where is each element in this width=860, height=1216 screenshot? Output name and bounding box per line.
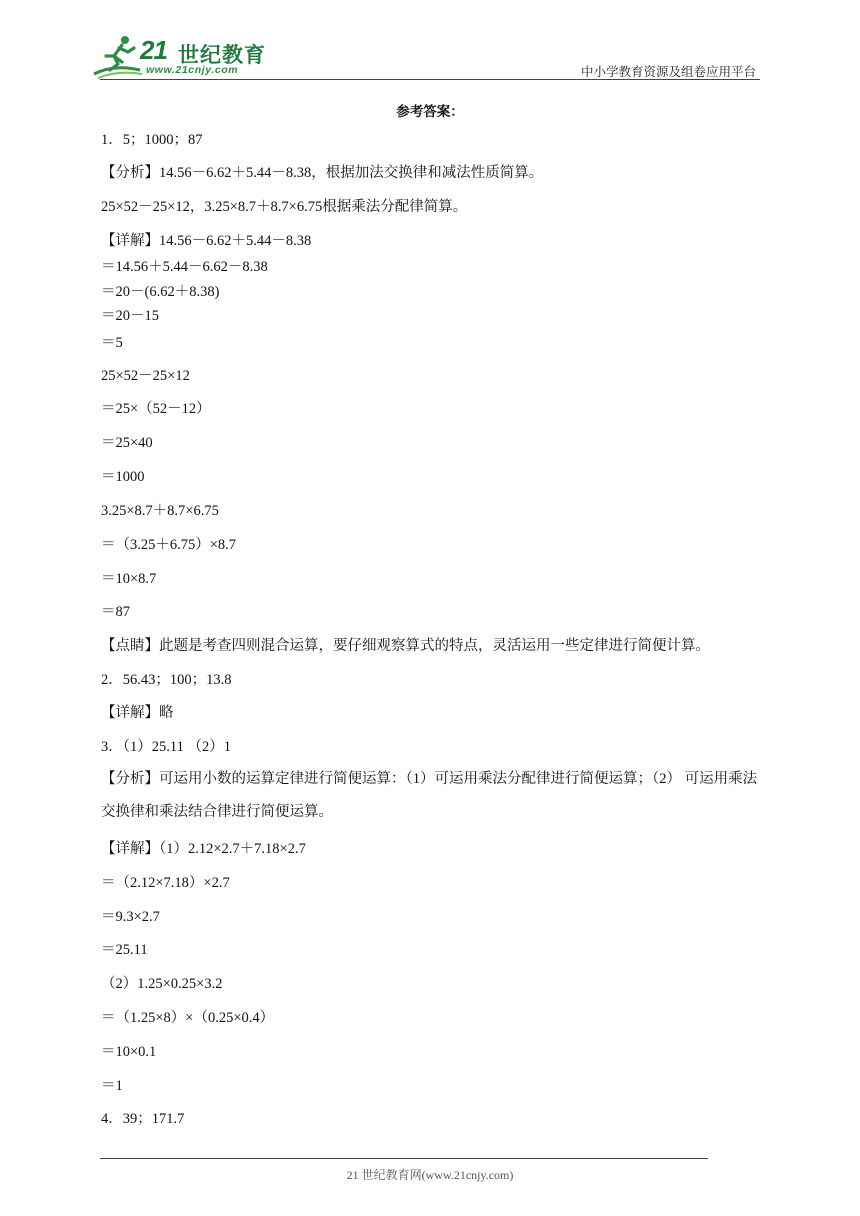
- answer-line: 3.25×8.7＋8.7×6.75: [101, 503, 219, 519]
- answer-line: ＝14.56＋5.44－6.62－8.38: [101, 259, 268, 275]
- answer-line: 【详解】14.56－6.62＋5.44－8.38: [101, 233, 312, 249]
- logo-number: 21: [140, 35, 167, 65]
- answer-line: 4．39；171.7: [101, 1111, 185, 1127]
- logo: [92, 34, 272, 82]
- answer-line: 【详解】（1）2.12×2.7＋7.18×2.7: [101, 841, 306, 857]
- answer-line: ＝1: [101, 1078, 123, 1094]
- answer-line: ＝5: [101, 335, 123, 351]
- logo-url: www.21cnjy.com: [146, 64, 239, 76]
- answer-line: ＝20－15: [101, 308, 159, 324]
- logo-text: 世纪教育: [178, 43, 266, 67]
- answer-line: 【分析】14.56－6.62＋5.44－8.38，根据加法交换律和减法性质简算。: [101, 165, 544, 181]
- answer-line: ＝9.3×2.7: [101, 909, 160, 925]
- header-divider: [100, 79, 760, 80]
- answer-line: 3．（1）25.11 （2）1: [101, 739, 231, 755]
- page-title: 参考答案：: [396, 104, 464, 120]
- answer-line: ＝25×（52－12）: [101, 401, 211, 417]
- answer-line: ＝87: [101, 604, 130, 620]
- answer-line: 25×52－25×12: [101, 368, 190, 384]
- platform-name: 中小学教育资源及组卷应用平台: [580, 64, 756, 79]
- answer-line: 【详解】略: [101, 705, 174, 721]
- page-footer: 21 世纪教育网(www.21cnjy.com): [346, 1168, 514, 1182]
- footer-divider: [100, 1158, 708, 1159]
- answer-line: 25×52－25×12，3.25×8.7＋8.7×6.75根据乘法分配律简算。: [101, 199, 468, 215]
- answer-line: ＝25×40: [101, 435, 153, 451]
- answer-line: 2．56.43；100；13.8: [101, 672, 232, 688]
- answer-line: ＝10×8.7: [101, 571, 157, 587]
- answer-line: ＝10×0.1: [101, 1044, 157, 1060]
- answer-line: ＝20－(6.62＋8.38): [101, 284, 220, 300]
- page-header: [0, 0, 860, 90]
- answer-line: ＝（2.12×7.18）×2.7: [101, 875, 230, 891]
- answer-line: 1．5；1000；87: [101, 132, 203, 148]
- answer-line: ＝1000: [101, 469, 145, 485]
- answer-line: ＝（1.25×8）×（0.25×0.4）: [101, 1010, 275, 1026]
- answer-line: ＝25.11: [101, 942, 148, 958]
- answer-line: （2）1.25×0.25×3.2: [101, 976, 223, 992]
- answer-line: 【点睛】此题是考查四则混合运算，要仔细观察算式的特点，灵活运用一些定律进行简便计算。: [101, 638, 710, 654]
- answer-paragraph: 【分析】可运用小数的运算定律进行简便运算：（1）可运用乘法分配律进行简便运算；（2） 可运用乘法交换律和乘法结合律进行简便运算。: [101, 771, 758, 820]
- answer-line: ＝（3.25＋6.75）×8.7: [101, 537, 237, 553]
